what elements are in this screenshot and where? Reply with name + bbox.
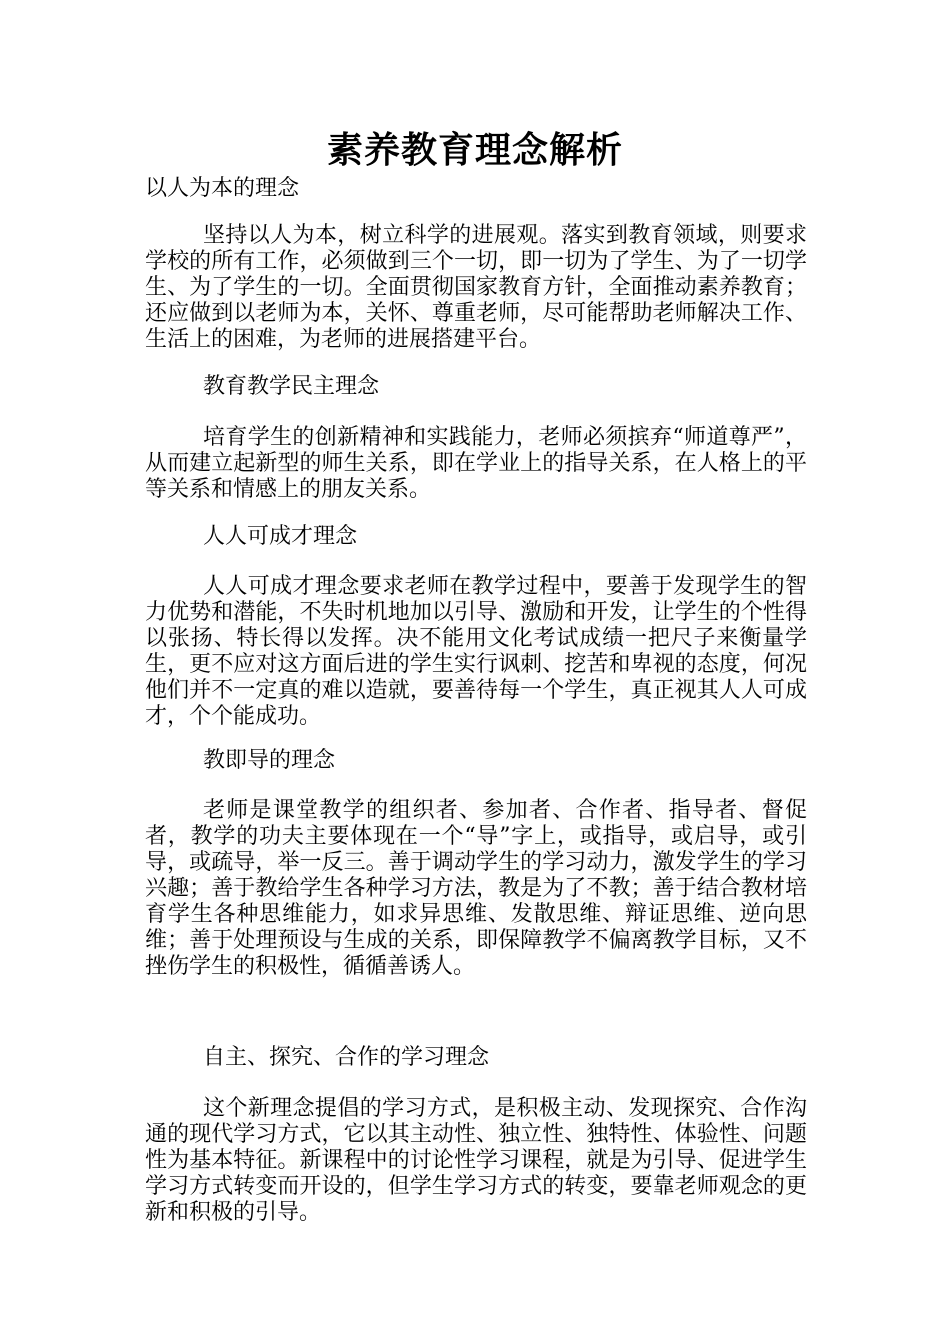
paragraph-guidance: 老师是课堂教学的组织者、参加者、合作者、指导者、督促者，教学的功夫主要体现在一个“导”字上，或指导，或启导，或引导，或疏导，举一反三。善于调动学生的学习动力，激发学生的学习兴趣；善于教给学生各种学习方法，教是为了不教；善于结合教材培育学生各种思维能力，如求异思维、发散思维、辩证思维、逆向思维；善于处理预设与生成的关系，即保障教学不偏离教学目标，又不挫伤学生的积极性，循循善诱人。	[145, 798, 807, 979]
section-heading-talent: 人人可成才理念	[203, 524, 358, 549]
intro-heading: 以人为本的理念	[145, 176, 300, 201]
section-heading-learning: 自主、探究、合作的学习理念	[203, 1045, 490, 1070]
section-heading-guidance: 教即导的理念	[203, 748, 336, 773]
section-heading-democracy: 教育教学民主理念	[203, 374, 380, 399]
paragraph-learning: 这个新理念提倡的学习方式，是积极主动、发现探究、合作沟通的现代学习方式，它以其主动性、独立性、独特性、体验性、问题性为基本特征。新课程中的讨论性学习课程，就是为引导、促进学生学习方式转变而开设的，但学生学习方式的转变，要靠老师观念的更新和积极的引导。	[145, 1096, 807, 1225]
paragraph-talent: 人人可成才理念要求老师在教学过程中，要善于发现学生的智力优势和潜能，不失时机地加以引导、激励和开发，让学生的个性得以张扬、特长得以发挥。决不能用文化考试成绩一把尺子来衡量学生，更不应对这方面后进的学生实行讽刺、挖苦和卑视的态度，何况他们并不一定真的难以造就，要善待每一个学生，真正视其人人可成才，个个能成功。	[145, 574, 807, 729]
paragraph-people-oriented: 坚持以人为本，树立科学的进展观。落实到教育领域，则要求学校的所有工作，必须做到三个一切，即一切为了学生、为了一切学生、为了学生的一切。全面贯彻国家教育方针，全面推动素养教育；还应做到以老师为本，关怀、尊重老师，尽可能帮助老师解决工作、生活上的困难，为老师的进展搭建平台。	[145, 223, 807, 352]
document-title: 素养教育理念解析	[326, 129, 623, 171]
paragraph-democracy: 培育学生的创新精神和实践能力，老师必须摈弃“师道尊严”，从而建立起新型的师生关系，即在学业上的指导关系，在人格上的平等关系和情感上的朋友关系。	[145, 425, 807, 502]
